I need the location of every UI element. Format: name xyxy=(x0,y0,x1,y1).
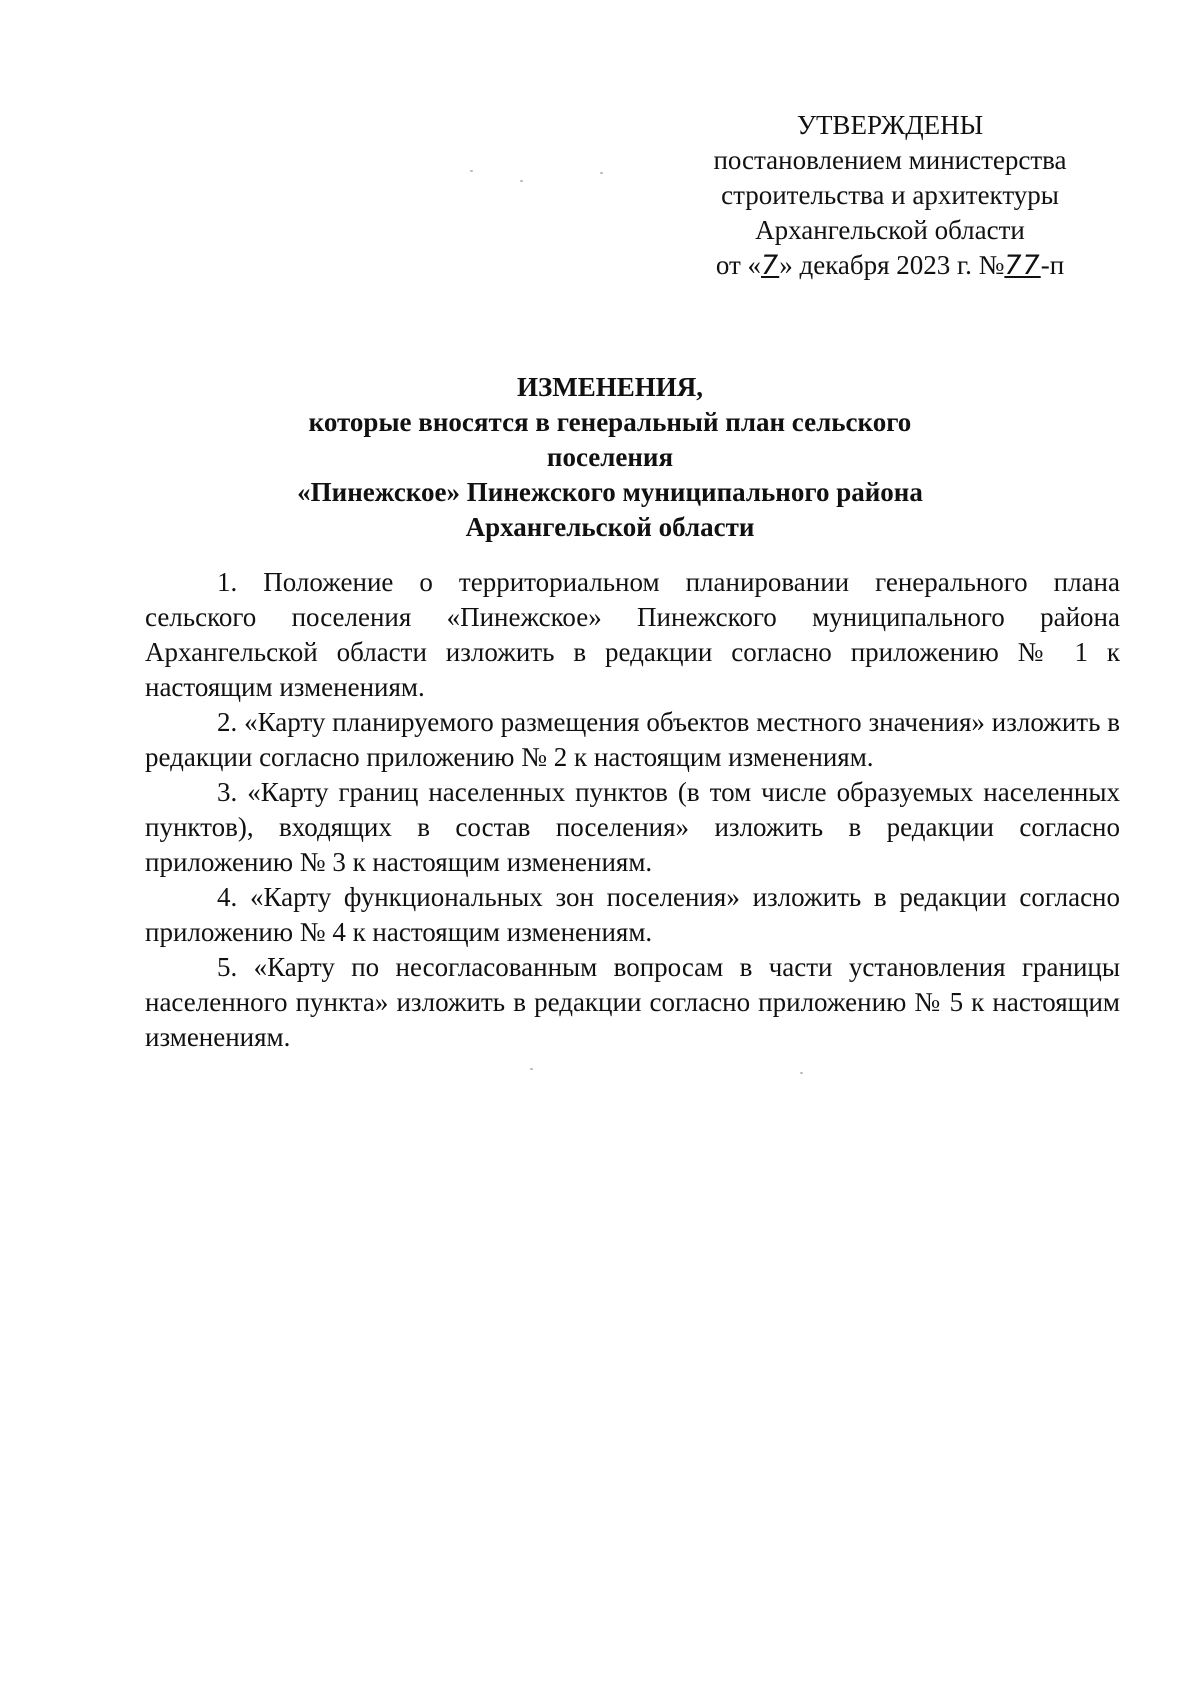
approval-date-middle: » декабря 2023 г. № xyxy=(779,250,1005,280)
scan-speck xyxy=(600,172,603,174)
approval-line-2: строительства и архитектуры xyxy=(721,180,1059,210)
scan-speck xyxy=(800,1072,803,1074)
document-body xyxy=(145,565,1120,1055)
approval-doc-suffix: -п xyxy=(1040,250,1065,280)
item-1: 1. Положение о территориальном планировании генерального плана сельского поселения «Пинежское» Пинежского муниципального района Архангельской области изложить в редакции согласно приложению № 1 к настоящим изменениям. xyxy=(145,567,1120,702)
approval-date-day: 7 xyxy=(761,250,780,281)
scan-speck xyxy=(470,170,473,172)
approval-doc-number: 77 xyxy=(1004,250,1041,281)
document-title xyxy=(250,370,970,545)
scan-speck xyxy=(520,180,523,182)
approval-line-1: постановлением министерства xyxy=(713,145,1067,175)
approval-heading: УТВЕРЖДЕНЫ xyxy=(796,110,984,140)
approval-line-3: Архангельской области xyxy=(755,215,1025,245)
approval-block xyxy=(700,108,1080,283)
item-2: 2. «Карту планируемого размещения объектов местного значения» изложить в редакции согласно приложению № 2 к настоящим изменениям. xyxy=(145,707,1120,772)
item-4: 4. «Карту функциональных зон поселения» изложить в редакции согласно приложению № 4 к настоящим изменениям. xyxy=(145,882,1120,947)
approval-date-prefix: от « xyxy=(715,250,762,280)
item-3: 3. «Карту границ населенных пунктов (в том числе образуемых населенных пунктов), входящих в состав поселения» изложить в редакции согласно приложению № 3 к настоящим изменениям. xyxy=(145,777,1120,877)
title-line-4: Архангельской области xyxy=(465,512,755,542)
title-line-3: «Пинежское» Пинежского муниципального района xyxy=(297,477,923,507)
title-line-1: ИЗМЕНЕНИЯ, xyxy=(516,372,703,402)
title-line-2: которые вносятся в генеральный план сельского поселения xyxy=(308,407,912,472)
item-5: 5. «Карту по несогласованным вопросам в части установления границы населенного пункта» изложить в редакции согласно приложению № 5 к настоящим изменениям. xyxy=(145,952,1120,1052)
scan-speck xyxy=(530,1068,533,1070)
approval-date-line xyxy=(700,248,1080,283)
